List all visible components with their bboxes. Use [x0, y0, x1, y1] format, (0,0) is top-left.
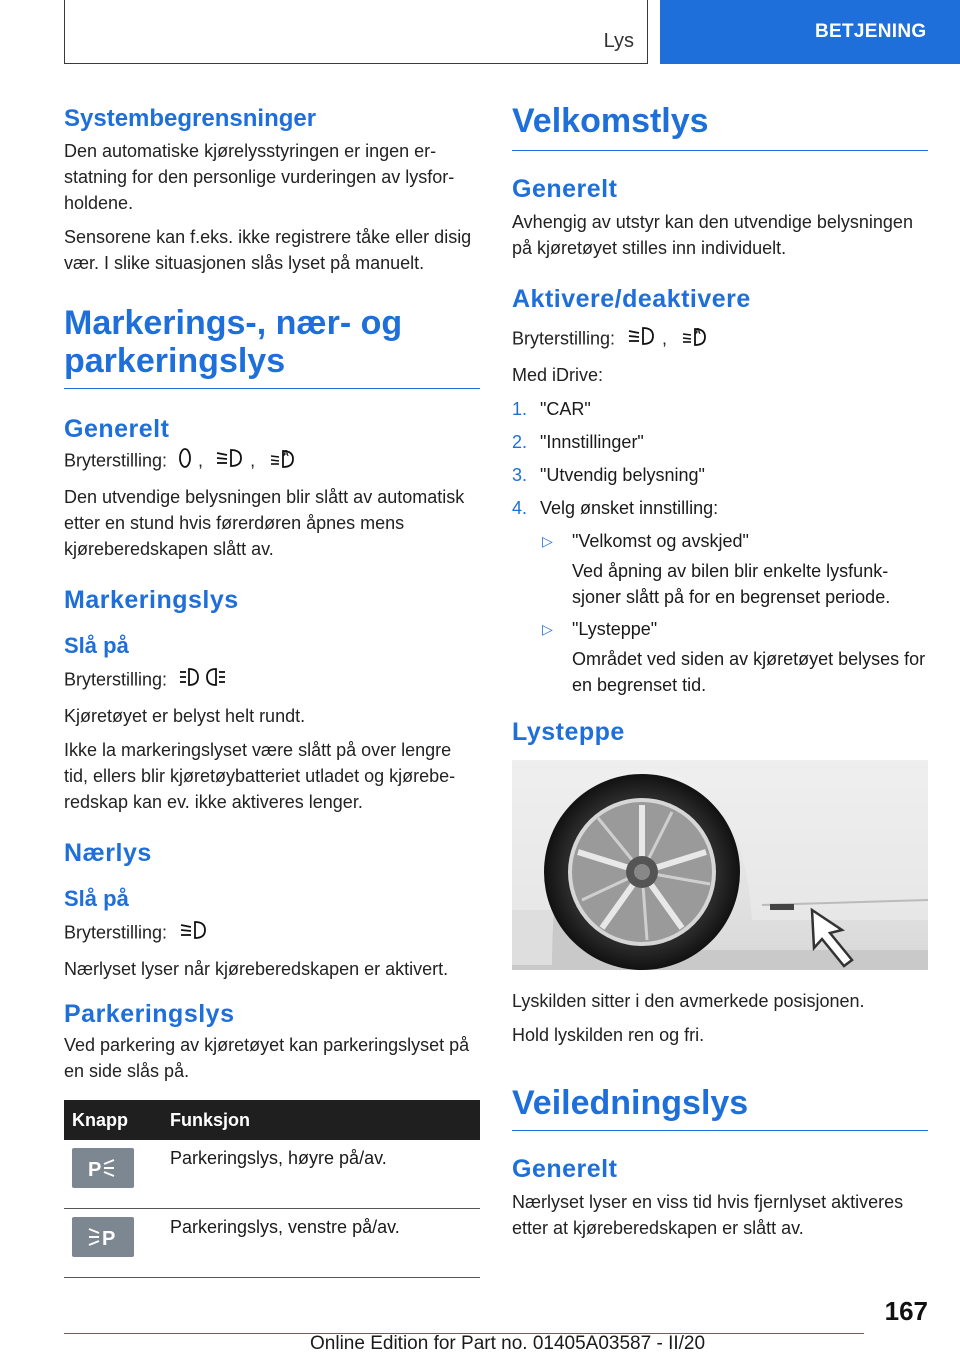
parking-buttons-table [64, 1100, 480, 1278]
table-row [64, 1209, 480, 1278]
general-heading: Generelt [64, 415, 170, 443]
list-item: 2. "Innstillinger" [512, 432, 644, 452]
parking-switch-line [64, 666, 480, 695]
list-item: ▷ "Lysteppe" Området ved siden av kjøretøyet belyses for en begrenset tid. [540, 616, 928, 698]
low-beam-on-subheading: Slå på [64, 886, 129, 911]
svg-text:A: A [283, 449, 289, 458]
system-limits-paragraph-2: Sensorene kan f.eks. ikke registrere tåke eller disig vær. I slike situasjonen slås lyset på manuelt. [64, 227, 472, 273]
list-item: ▷ "Velkomst og avskjed" Ved åpning av bilen blir enkelte lysfunksjoner slått på for en begrenset periode. [540, 528, 928, 610]
triangle-bullet-icon: ▷ [542, 621, 553, 637]
list-item: 1. "CAR" [512, 399, 591, 419]
side-lights-icon [178, 666, 228, 695]
guide-general-heading: Generelt [512, 1155, 618, 1183]
header-chapter-tab: BETJENING [660, 0, 960, 64]
activate-heading: Aktivere/deaktivere [512, 285, 751, 313]
table-header-button: Knapp [64, 1100, 162, 1140]
low-beam-icon [178, 919, 208, 948]
table-cell-button [64, 1209, 162, 1278]
svg-text:P: P [102, 1228, 116, 1250]
table-cell-button [64, 1140, 162, 1209]
switch-position-label: Bryterstilling: [64, 450, 168, 471]
welcome-general-heading: Generelt [512, 175, 618, 203]
parking-paragraph-1: Kjøretøyet er belyst helt rundt. [64, 706, 306, 726]
parking-lights-heading: Markeringslys [64, 586, 239, 614]
auto-light-icon [678, 325, 708, 354]
right-column [512, 98, 928, 1249]
guide-paragraph: Nærlyset lyser en viss tid hvis fjernlyset aktiveres etter at kjøreberedskapen er slått av. [512, 1192, 904, 1238]
header-frame [64, 0, 648, 64]
page-number: 167 [884, 1296, 928, 1326]
standing-lights-paragraph: Ved parkering av kjøretøyet kan parkeringslyset på en side slås på. [64, 1035, 470, 1081]
low-beam-heading: Nærlys [64, 839, 152, 867]
system-limits-heading: Systembegrensninger [64, 105, 317, 132]
switch-position-label: Bryterstilling: [512, 328, 616, 349]
light-off-ring-icon [178, 447, 192, 476]
switch-position-label: Bryterstilling: [64, 922, 168, 943]
auto-light-icon [266, 447, 296, 476]
low-beam-switch-line [64, 919, 480, 948]
header-section-title: Lys [603, 30, 634, 52]
list-item: 3. "Utvendig belysning" [512, 465, 705, 485]
low-beam-icon [626, 325, 656, 354]
guide-light-heading: Veiledningslys [512, 1084, 928, 1131]
svg-text:A: A [695, 327, 701, 336]
list-item: 4. Velg ønsket innstilling: [512, 498, 719, 518]
light-carpet-paragraph-2: Hold lyskilden ren og fri. [512, 1025, 705, 1045]
table-cell-function: Parkeringslys, høyre på/av. [162, 1140, 480, 1209]
vehicle-wheel-photo [512, 760, 928, 970]
low-beam-icon [214, 447, 244, 476]
footer-edition-text: Online Edition for Part no. 01405A03587 - II/20 [310, 1333, 706, 1354]
parking-right-button-icon [72, 1148, 134, 1188]
switch-position-label: Bryterstilling: [64, 669, 168, 690]
table-cell-function: Parkeringslys, venstre på/av. [162, 1209, 480, 1278]
parking-paragraph-2: Ikke la markeringslyset være slått på over lengre tid, ellers blir kjøretøybatteriet utladet og kjøreberedskap kan ev. ikke aktiveres lenger. [64, 740, 456, 812]
options-list [540, 528, 928, 698]
left-column [64, 98, 480, 1278]
table-header-function: Funksjon [162, 1100, 480, 1140]
activate-switch-line: Bryterstilling: , A [512, 325, 928, 354]
idrive-line: Med iDrive: [512, 365, 604, 385]
light-carpet-paragraph-1: Lyskilden sitter i den avmerkede posisjonen. [512, 991, 865, 1011]
welcome-light-heading: Velkomstlys [512, 102, 928, 151]
standing-lights-heading: Parkeringslys [64, 1000, 235, 1028]
parking-left-button-icon [72, 1217, 134, 1257]
svg-text:P: P [88, 1159, 102, 1181]
parking-on-subheading: Slå på [64, 633, 129, 658]
steps-list [512, 396, 928, 521]
light-carpet-heading: Lysteppe [512, 718, 625, 746]
welcome-general-paragraph: Avhengig av utstyr kan den utvendige belysningen på kjøretøyet stilles inn individuelt. [512, 212, 913, 258]
table-row [64, 1140, 480, 1209]
triangle-bullet-icon: ▷ [542, 533, 553, 549]
general-paragraph: Den utvendige belysningen blir slått av automatisk etter en stund hvis førerdøren åpnes mens kjøreberedskapen slått av. [64, 487, 465, 559]
switch-position-line: Bryterstilling: , , A [64, 447, 480, 476]
low-beam-paragraph: Nærlyset lyser når kjøreberedskapen er aktivert. [64, 959, 449, 979]
lights-main-heading: Markerings-, nær- og parkeringslys [64, 304, 480, 389]
system-limits-paragraph-1: Den automatiske kjørelysstyringen er ingen erstatning for den personlige vurderingen av lysforholdene. [64, 141, 455, 213]
